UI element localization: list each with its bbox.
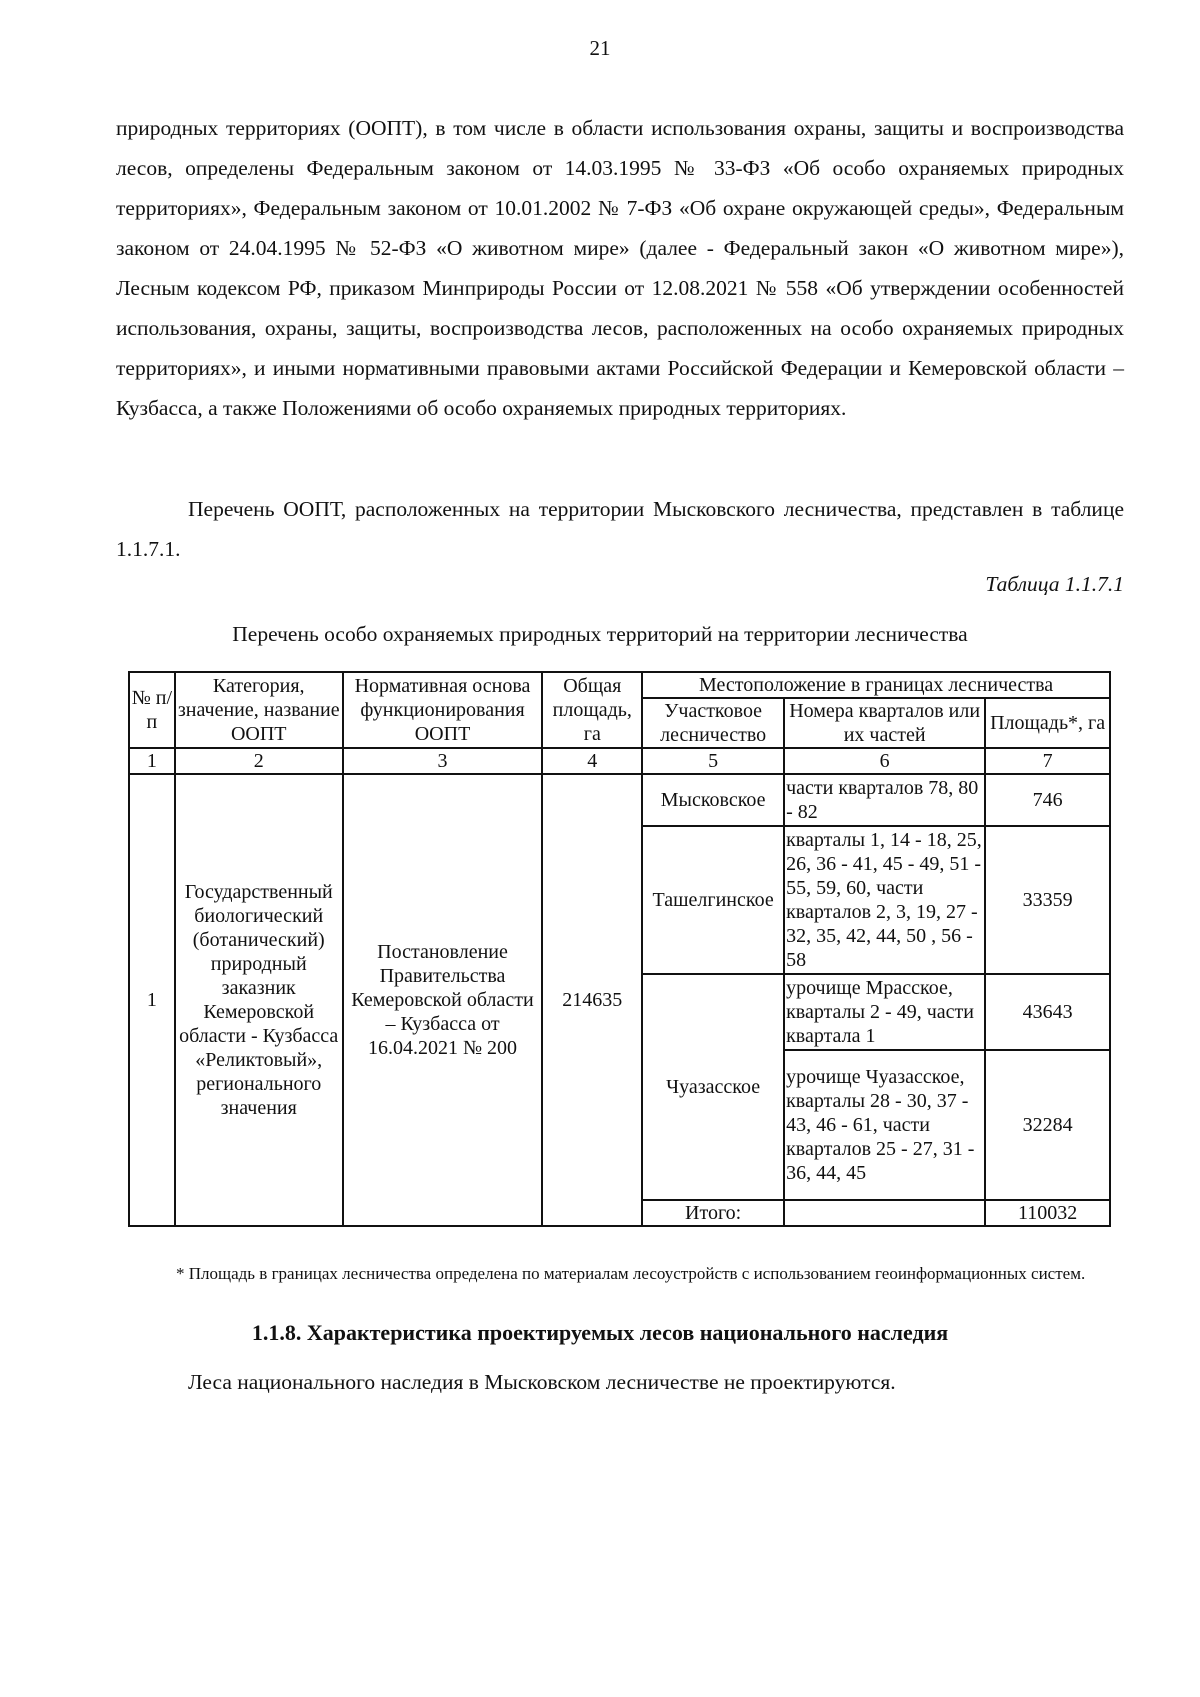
header-area-forestry: Площадь*, га: [985, 698, 1110, 748]
table-caption: Таблица 1.1.7.1: [985, 572, 1124, 596]
col-number-6: 6: [784, 748, 985, 774]
col-number-1: 1: [129, 748, 175, 774]
oopt-table: [128, 671, 1111, 1227]
col-number-3: 3: [343, 748, 543, 774]
footnote: * Площадь в границах лесничества определена по материалам лесоустройств с использованием геоинформационных систем.: [176, 1264, 1086, 1283]
col-number-2: 2: [175, 748, 343, 774]
header-num: № п/п: [129, 672, 175, 748]
table-reference-paragraph: Перечень ООПТ, расположенных на территории Мысковского лесничества, представлен в таблице 1.1.7.1.: [116, 497, 1124, 561]
quarters-mrasskoe: урочище Мрасское, кварталы 2 - 49, части квартала 1: [784, 974, 985, 1050]
area-mrasskoe: 43643: [985, 974, 1110, 1050]
header-basis: Нормативная основа функционирования ООПТ: [343, 672, 543, 748]
closing-paragraph: Леса национального наследия в Мысковском лесничестве не проектируются.: [188, 1370, 896, 1394]
col-number-4: 4: [542, 748, 642, 774]
col-number-7: 7: [985, 748, 1110, 774]
quarters-myskovskoe: части кварталов 78, 80 - 82: [784, 774, 985, 826]
row-basis: Постановление Правительства Кемеровской области – Кузбасса от 16.04.2021 № 200: [343, 774, 543, 1226]
area-chuazasskoe: 32284: [985, 1050, 1110, 1200]
row-num: 1: [129, 774, 175, 1226]
row-area: 214635: [542, 774, 642, 1226]
district-tashelginskoe: Ташелгинское: [642, 826, 784, 974]
header-district: Участковое лесничество: [642, 698, 784, 748]
total-label: Итого:: [642, 1200, 784, 1226]
district-chuazasskoe: Чуазасское: [642, 974, 784, 1200]
row-category: Государственный биологический (ботанический) природный заказник Кемеровской области - Кузбасса «Реликтовый», регионального значения: [175, 774, 343, 1226]
total-area: 110032: [985, 1200, 1110, 1226]
col-number-5: 5: [642, 748, 784, 774]
header-location: Местоположение в границах лесничества: [642, 672, 1110, 698]
total-empty-cell: [784, 1200, 985, 1226]
quarters-tashelginskoe: кварталы 1, 14 - 18, 25, 26, 36 - 41, 45 - 49, 51 - 55, 59, 60, части кварталов 2, 3, 19, 27 - 32, 35, 42, 44, 50 , 56 - 58: [784, 826, 985, 974]
area-myskovskoe: 746: [985, 774, 1110, 826]
header-area: Общая площадь, га: [542, 672, 642, 748]
intro-paragraph: природных территориях (ООПТ), в том числе в области использования охраны, защиты и воспроизводства лесов, определены Федеральным законом от 14.03.1995 № 33-ФЗ «Об особо охраняемых природных территориях», Федеральным законом от 10.01.2002 № 7-ФЗ «Об охране окружающей среды», Федеральным законом от 24.04.1995 № 52-ФЗ «О животном мире» (далее - Федеральный закон «О животном мире»), Лесным кодексом РФ, приказом Минприроды России от 12.08.2021 № 558 «Об утверждении особенностей использования, охраны, защиты, воспроизводства лесов, расположенных на особо охраняемых природных территориях», и иными нормативными правовыми актами Российской Федерации и Кемеровской области – Кузбасса, а также Положениями об особо охраняемых природных территориях.: [116, 116, 1124, 420]
table-title: Перечень особо охраняемых природных территорий на территории лесничества: [232, 622, 968, 646]
district-myskovskoe: Мысковское: [642, 774, 784, 826]
area-tashelginskoe: 33359: [985, 826, 1110, 974]
quarters-chuazasskoe: урочище Чуазасское, кварталы 28 - 30, 37 - 43, 46 - 61, части кварталов 25 - 27, 31 - 36, 44, 45: [784, 1050, 985, 1200]
header-quarters: Номера кварталов или их частей: [784, 698, 985, 748]
page-number: 21: [589, 36, 611, 60]
section-heading: 1.1.8. Характеристика проектируемых лесов национального наследия: [251, 1320, 949, 1345]
header-category: Категория, значение, название ООПТ: [175, 672, 343, 748]
